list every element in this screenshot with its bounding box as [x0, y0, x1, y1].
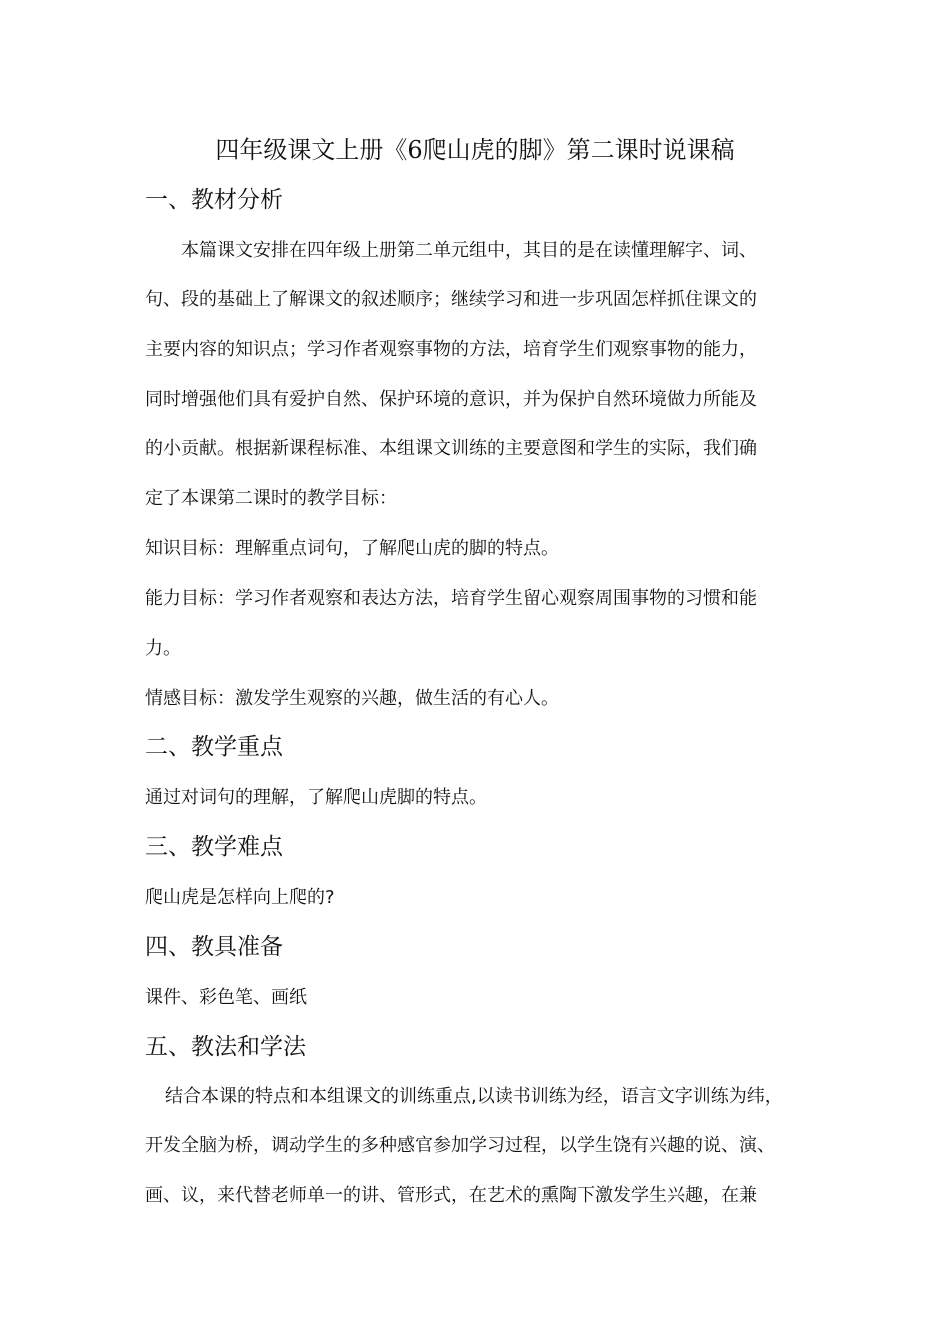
objective-ability: 能力目标：学习作者观察和表达方法，培育学生留心观察周围事物的习惯和能 — [145, 588, 757, 609]
paragraph-line: 本篇课文安排在四年级上册第二单元组中，其目的是在读懂理解字、词、 — [181, 240, 757, 261]
section-heading-materials: 四、教具准备 — [145, 934, 283, 960]
paragraph-line: 爬山虎是怎样向上爬的? — [145, 887, 335, 908]
objective-knowledge: 知识目标：理解重点词句，了解爬山虎的脚的特点。 — [145, 538, 559, 559]
paragraph-line: 定了本课第二课时的教学目标： — [145, 488, 397, 509]
paragraph-line: 开发全脑为桥，调动学生的多种感官参加学习过程，以学生饶有兴趣的说、演、 — [145, 1135, 775, 1156]
paragraph-line: 课件、彩色笔、画纸 — [145, 987, 307, 1008]
paragraph-line: 句、段的基础上了解课文的叙述顺序；继续学习和进一步巩固怎样抓住课文的 — [145, 289, 757, 310]
section-heading-difficulty: 三、教学难点 — [145, 834, 283, 860]
paragraph-line: 同时增强他们具有爱护自然、保护环境的意识，并为保护自然环境做力所能及 — [145, 389, 757, 410]
section-heading-methods: 五、教法和学法 — [145, 1034, 306, 1060]
paragraph-line: 通过对词句的理解，了解爬山虎脚的特点。 — [145, 787, 487, 808]
section-heading-key-point: 二、教学重点 — [145, 734, 283, 760]
paragraph-line: 画、议，来代替老师单一的讲、管形式，在艺术的熏陶下激发学生兴趣，在兼 — [145, 1185, 757, 1206]
paragraph-line: 的小贡献。根据新课程标准、本组课文训练的主要意图和学生的实际，我们确 — [145, 438, 757, 459]
objective-emotion: 情感目标：激发学生观察的兴趣，做生活的有心人。 — [145, 688, 559, 709]
paragraph-line: 主要内容的知识点；学习作者观察事物的方法，培育学生们观察事物的能力， — [145, 339, 757, 360]
document-title: 四年级课文上册《6爬山虎的脚》第二课时说课稿 — [215, 136, 735, 164]
paragraph-line: 结合本课的特点和本组课文的训练重点,以读书训练为经，语言文字训练为纬， — [165, 1086, 783, 1107]
objective-ability-cont: 力。 — [145, 638, 181, 659]
section-heading-teaching-material: 一、教材分析 — [145, 187, 283, 213]
